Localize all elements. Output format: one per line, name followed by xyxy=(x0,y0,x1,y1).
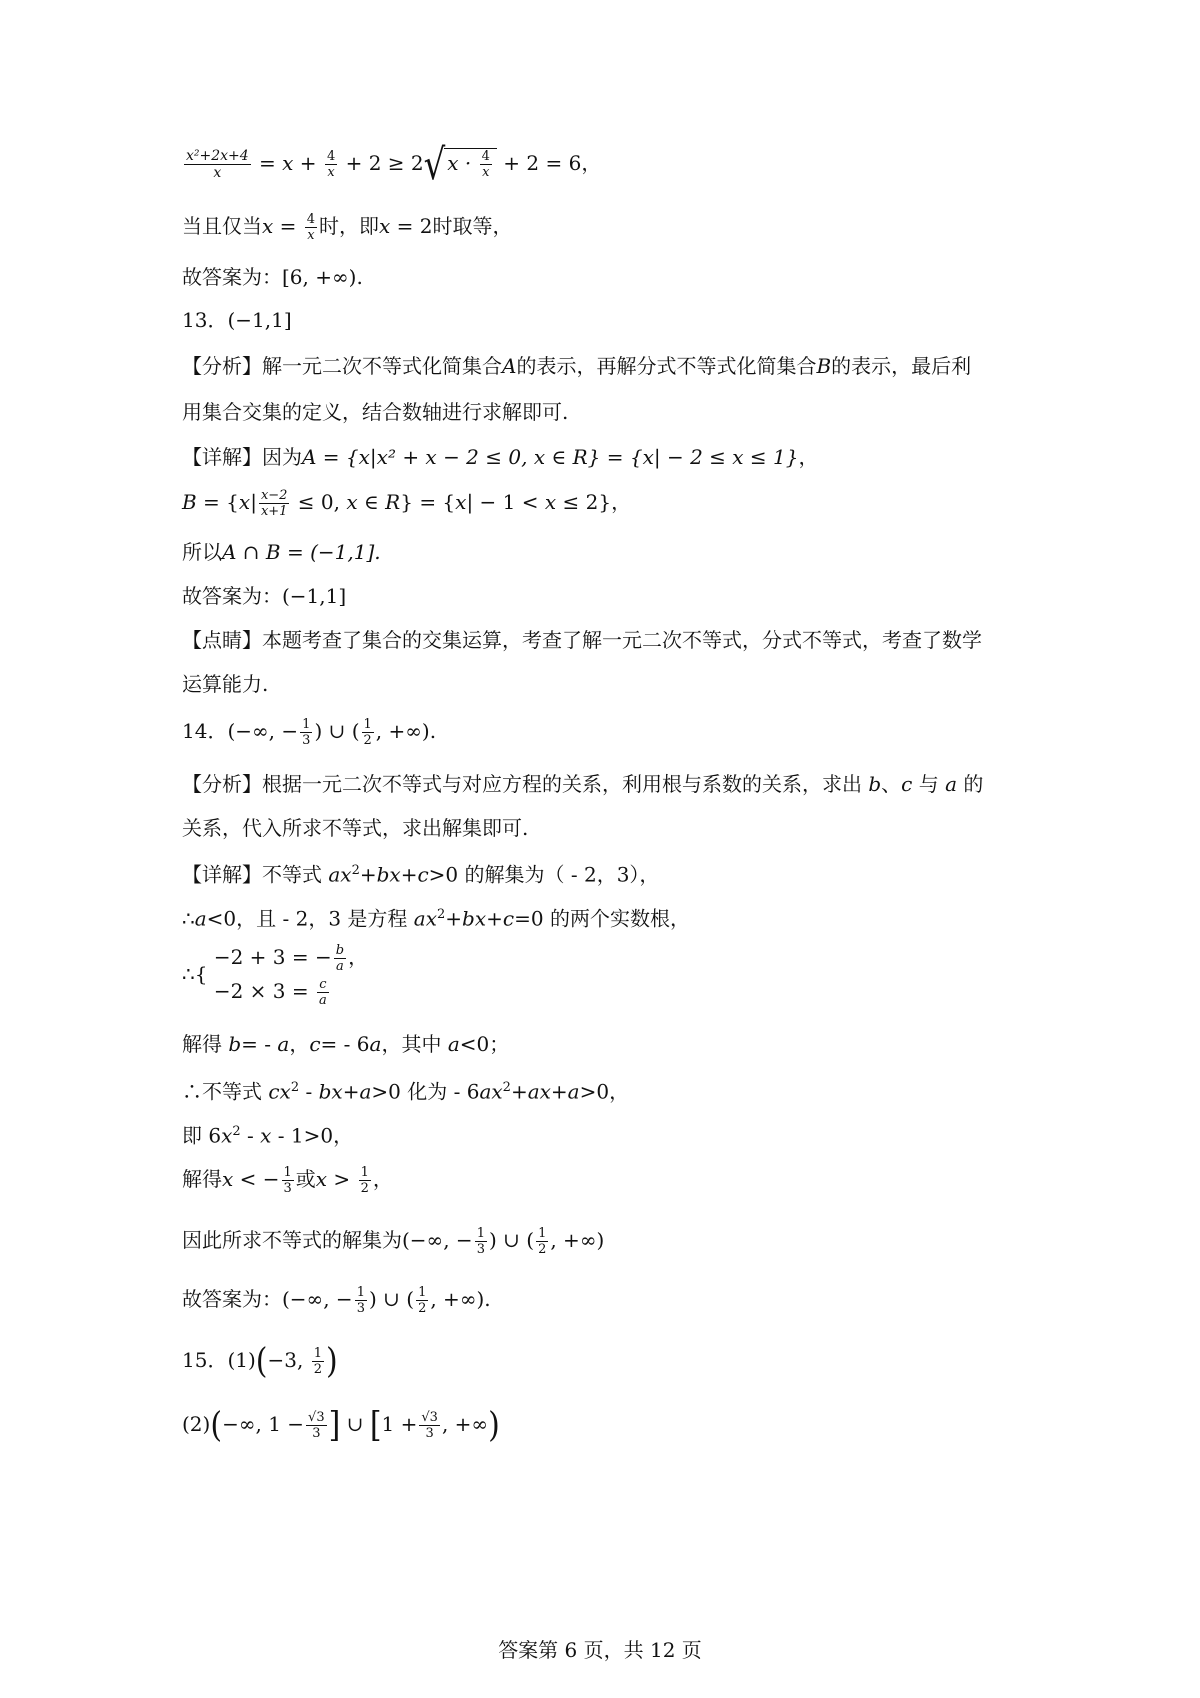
text: 1 + xyxy=(381,1412,418,1436)
text: 所以 xyxy=(182,540,222,564)
math: A ∩ B = (−1,1]. xyxy=(222,540,381,564)
text: >0， xyxy=(579,1079,630,1104)
question-13-answer: 13．(−1,1] xyxy=(182,308,292,332)
text: ∴不等式 xyxy=(182,1079,269,1104)
analysis-13: 【分析】解一元二次不等式化简集合A的表示，再解分式不等式化简集合B的表示，最后利 xyxy=(182,354,972,378)
text: = - xyxy=(241,1032,278,1056)
detail-13-set-b: B = {x| $\frac{x-2}{x+1}$ ≤ 0, x ∈ R} = {x| − 1 < x ≤ 2}， xyxy=(182,488,632,519)
system-rows: −2 + 3 = − $\frac{b}{a}$ ， −2 × 3 = $\frac{c}{a}$ xyxy=(213,943,369,1008)
fraction: $\frac{4}{x}$ xyxy=(326,149,336,180)
text: + xyxy=(510,1079,528,1104)
question-14-answer xyxy=(182,717,436,748)
math: A = {x|x² + x − 2 ≤ 0, x ∈ R} = {x| − 2 ≤ x ≤ 1} xyxy=(302,445,799,469)
text: 时取等， xyxy=(432,214,513,238)
detail-14-roots: ∴a<0，且 - 2，3 是方程 $ax^2+bx+c=0$ 的两个实数根， xyxy=(182,906,690,931)
text: 15．(1) xyxy=(182,1348,256,1372)
detail-13-set-a xyxy=(182,443,818,471)
text: - 1>0， xyxy=(271,1123,354,1148)
text: −3, xyxy=(267,1348,310,1372)
text: ) ∪ ( xyxy=(488,1228,535,1252)
text: , +∞). xyxy=(430,1287,491,1311)
text: 解得 xyxy=(182,1167,222,1191)
analysis-13-cont: 用集合交集的定义，结合数轴进行求解即可. xyxy=(182,400,569,424)
text: <0，且 - 2，3 是方程 xyxy=(206,906,414,931)
fraction: $\frac{\text{x²+2x+4}}{x}$ xyxy=(186,148,249,181)
text: >0 的解集为（ - 2，3）， xyxy=(428,862,660,887)
text: 【分析】解一元二次不等式化简集合 xyxy=(182,354,502,378)
text: ， xyxy=(289,1032,310,1056)
fraction: $\frac{x-2}{x+1}$ xyxy=(260,488,288,519)
text: - xyxy=(299,1079,319,1104)
text: 即 6 xyxy=(182,1123,222,1148)
text: ∴ xyxy=(182,906,195,931)
detail-14-start: 【详解】不等式 $ax^2+bx+c>0$ 的解集为（ - 2，3）， xyxy=(182,862,660,887)
text: −2 × 3 = xyxy=(213,979,309,1003)
remark-13-cont: 运算能力. xyxy=(182,672,269,696)
text: 的 xyxy=(957,772,984,796)
solve-b-c: 解得 b= - a，c= - 6a，其中 a<0； xyxy=(182,1032,510,1056)
text: 解得 xyxy=(182,1032,229,1056)
intersection-result xyxy=(182,538,381,566)
text: <0； xyxy=(459,1032,510,1056)
fraction: $\frac{1}{2}$ xyxy=(363,717,372,748)
text: ， xyxy=(348,945,369,969)
analysis-14: 【分析】根据一元二次不等式与对应方程的关系，利用根与系数的关系，求出 b、c 与 a 的 xyxy=(182,772,984,796)
text: 当且仅当 xyxy=(182,214,262,238)
equation-system: ∴{ −2 + 3 = − $\frac{b}{a}$ ， −2 × 3 = $\frac{c}{a}$ xyxy=(182,940,368,1008)
text: ，其中 xyxy=(381,1032,448,1056)
text: - xyxy=(240,1123,261,1148)
text: 14．(−∞, − xyxy=(182,719,299,743)
text: >0 化为 - 6 xyxy=(371,1079,480,1104)
text: = - 6 xyxy=(320,1032,370,1056)
text: 、 xyxy=(881,772,902,796)
text: −∞, 1 − xyxy=(222,1412,305,1436)
analysis-14-cont: 关系，代入所求不等式，求出解集即可. xyxy=(182,816,529,840)
text: ) ∪ ( xyxy=(314,719,360,743)
answer-14: 故答案为：(−∞, − $\frac{1}{3}$ ) ∪ ( $\frac{1}{2}$ , +∞). xyxy=(182,1285,491,1316)
text: ， xyxy=(611,490,632,514)
fraction: $\frac{4}{x}$ xyxy=(306,212,316,243)
text: , +∞). xyxy=(375,719,437,743)
text: + xyxy=(342,1079,360,1104)
text: , +∞) xyxy=(550,1228,605,1252)
text: =0 的两个实数根， xyxy=(514,906,690,931)
equality-condition: 当且仅当x = $\frac{4}{x}$ 时，即x = 2时取等， xyxy=(182,212,513,243)
question-15-part1: 15．(1)(−3, $\frac{1}{2}$ ) xyxy=(182,1340,338,1382)
text: + xyxy=(550,1079,568,1104)
text: 【详解】因为 xyxy=(182,445,302,469)
text: 与 xyxy=(912,772,946,796)
solution-set: 因此所求不等式的解集为(−∞, − $\frac{1}{3}$ ) ∪ ( $\frac{1}{2}$ , +∞) xyxy=(182,1226,605,1257)
text: 因此所求不等式的解集为(−∞, − xyxy=(182,1228,473,1252)
fraction: $\frac{1}{3}$ xyxy=(302,717,311,748)
text: 时，即 xyxy=(319,214,380,238)
text: , +∞ xyxy=(441,1412,489,1436)
text: ， xyxy=(372,1167,393,1191)
text: 的表示，再解分式不等式化简集合 xyxy=(516,354,817,378)
text: 故答案为：(−∞, − xyxy=(182,1287,353,1311)
text: 或 xyxy=(295,1167,316,1191)
page-footer: 答案第 6 页，共 12 页 xyxy=(498,1638,702,1662)
answer-13: 故答案为：(−1,1] xyxy=(182,584,347,608)
answer-12: 故答案为：[6, +∞). xyxy=(182,265,363,289)
question-15-part2: (2)(−∞, 1 − $\frac{√3}{3}$ ] ∪ [1 + $\frac{√3}{3}$ , +∞) xyxy=(182,1404,500,1446)
text: 【详解】不等式 xyxy=(182,862,329,887)
text: ， xyxy=(798,445,819,469)
solution-x: 解得x < − $\frac{1}{3}$ 或x > $\frac{1}{2}$ ， xyxy=(182,1165,393,1196)
text: −2 + 3 = − xyxy=(213,945,332,969)
equation-am-gm: $\frac{\text{x²+2x+4}}{x}$ = x + $\frac{4}{x}$ + 2 ≥ 2√ x · $\frac{4}{x}$ + 2 = 6， xyxy=(186,139,602,190)
text: (2) xyxy=(182,1412,211,1436)
text: 【分析】根据一元二次不等式与对应方程的关系，利用根与系数的关系，求出 xyxy=(182,772,869,796)
text: 的表示，最后利 xyxy=(831,354,972,378)
punct: ， xyxy=(581,151,602,175)
text: ) ∪ ( xyxy=(368,1287,415,1311)
text: ∪ xyxy=(346,1412,364,1436)
remark-13: 【点睛】本题考查了集合的交集运算，考查了解一元二次不等式，分式不等式，考查了数学 xyxy=(182,628,982,652)
simplified-inequality: 即 $6x^2 - x - 1>0$， xyxy=(182,1123,354,1148)
transform-inequality: ∴不等式 $cx^2 - bx+a>0$ 化为 - $6ax^2+ax+a>0$， xyxy=(182,1079,630,1104)
